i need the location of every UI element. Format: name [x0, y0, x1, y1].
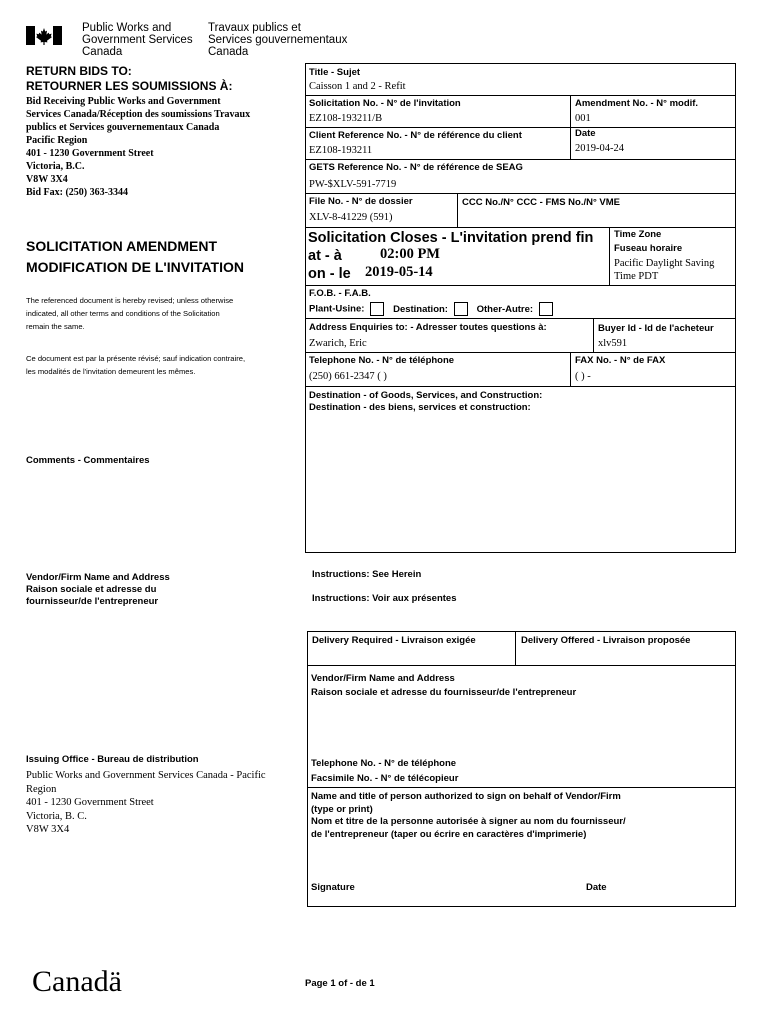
vendor-firm-label — [26, 572, 170, 608]
address-line: Region — [26, 783, 57, 795]
instructions-fr: Instructions: Voir aux présentes — [312, 593, 457, 604]
time-zone-line: Time PDT — [614, 271, 659, 282]
page-number: Page 1 of - de 1 — [305, 978, 375, 989]
issuing-office-label: Issuing Office - Bureau de distribution — [26, 754, 199, 765]
dept-fr-line: Canada — [208, 46, 249, 58]
fob-label: F.O.B. - F.A.B. — [309, 288, 371, 299]
authorized-signer-line: Nom et titre de la personne autorisée à signer au nom du fournisseur/ — [311, 816, 626, 827]
destination-goods-en: Destination - of Goods, Services, and Construction: — [309, 390, 543, 401]
fob-options — [309, 302, 557, 317]
delivery-offered-label: Delivery Offered - Livraison proposée — [521, 635, 691, 646]
client-ref-label: Client Reference No. - N° de référence du client — [309, 130, 522, 141]
vendor-label-line: fournisseur/de l'entrepreneur — [26, 596, 159, 607]
vendor-name-address-label — [311, 673, 576, 699]
date-value: 2019-04-24 — [575, 143, 624, 154]
destination-goods-label — [309, 390, 542, 414]
notice-line: The referenced document is hereby revised; unless otherwise — [26, 296, 234, 305]
signature-label: Signature — [311, 882, 355, 893]
address-line: publics et Services gouvernementaux Canada — [26, 122, 220, 133]
authorized-signer-line: (type or print) — [311, 803, 373, 815]
notice-fr — [26, 352, 245, 378]
file-no-label: File No. - N° de dossier — [309, 196, 413, 207]
authorized-signer-line: Name and title of person authorized to sign on behalf of Vendor/Firm — [311, 791, 621, 802]
address-line: Bid Receiving Public Works and Government — [26, 96, 221, 107]
comments-label: Comments - Commentaires — [26, 455, 150, 466]
amendment-no-label: Amendment No. - N° modif. — [575, 98, 699, 109]
delivery-required-label: Delivery Required - Livraison exigée — [312, 635, 476, 646]
dept-en-line: Canada — [82, 46, 123, 58]
address-line: V8W 3X4 — [26, 824, 70, 835]
time-zone-label-en: Time Zone — [614, 229, 662, 240]
notice-line: indicated, all other terms and conditions of the Solicitation — [26, 309, 220, 318]
date-label: Date — [575, 128, 596, 139]
address-line: Pacific Region — [26, 135, 88, 146]
vendor-telephone-label: Telephone No. - N° de téléphone — [311, 758, 457, 769]
address-line: Victoria, B. C. — [26, 810, 87, 822]
vendor-name-fr: Raison sociale et adresse du fournisseur/de l'entrepreneur — [311, 687, 577, 698]
page-title — [26, 236, 244, 278]
gets-ref-label: GETS Reference No. - N° de référence de SEAG — [309, 162, 523, 173]
time-zone-value — [614, 257, 714, 283]
plant-usine-label: Plant-Usine: — [309, 303, 365, 315]
title-value: Caisson 1 and 2 - Refit — [309, 81, 406, 92]
return-bids-title-fr: RETOURNER LES SOUMISSIONS À: — [26, 79, 233, 93]
dept-fr-line: Travaux publics et — [208, 22, 301, 34]
notice-line: Ce document est par la présente révisé; sauf indication contraire, — [26, 354, 246, 363]
issuing-office-address — [26, 769, 266, 837]
closing-at-label: at - à — [308, 248, 342, 264]
client-ref-value: EZ108-193211 — [309, 145, 373, 156]
address-line: Services Canada/Réception des soumissions Travaux — [26, 109, 251, 120]
fax-label: FAX No. - N° de FAX — [575, 355, 666, 366]
page-title-fr: MODIFICATION DE L'INVITATION — [26, 259, 244, 275]
authorized-signer-line: de l'entrepreneur (taper ou écrire en caractères d'imprimerie) — [311, 828, 587, 840]
time-zone-label-fr: Fuseau horaire — [614, 243, 683, 254]
ccc-no-label: CCC No./N° CCC - FMS No./N° VME — [462, 197, 621, 208]
address-line: Victoria, B.C. — [26, 161, 85, 172]
fax-value: ( ) - — [575, 371, 591, 382]
return-bids-title — [26, 64, 232, 94]
telephone-label: Telephone No. - N° de téléphone — [309, 355, 455, 366]
canada-flag-icon — [26, 26, 62, 45]
amendment-no-value: 001 — [575, 113, 591, 124]
dept-fr-line: Services gouvernementaux — [208, 34, 348, 46]
other-autre-label: Other-Autre: — [476, 303, 534, 315]
destination-goods-fr: Destination - des biens, services et construction: — [309, 402, 531, 413]
department-name-en — [82, 22, 193, 58]
destination-checkbox[interactable] — [454, 302, 468, 316]
return-bids-address — [26, 95, 250, 199]
solicitation-no-value: EZ108-193211/B — [309, 113, 383, 124]
canada-wordmark: Canadä — [32, 965, 122, 998]
notice-line: remain the same. — [26, 322, 85, 331]
address-enquiries-label: Address Enquiries to: - Adresser toutes questions à: — [309, 322, 547, 333]
file-no-value: XLV-8-41229 (591) — [309, 212, 393, 223]
address-line: Bid Fax: (250) 363-3344 — [26, 187, 128, 198]
dept-en-line: Government Services — [82, 34, 193, 46]
time-zone-label — [614, 229, 682, 255]
closing-time-value: 02:00 PM — [380, 246, 440, 262]
buyer-id-value: xlv591 — [598, 338, 628, 349]
destination-label: Destination: — [393, 303, 448, 315]
address-enquiries-value: Zwarich, Eric — [309, 338, 367, 349]
title-label: Title - Sujet — [309, 67, 361, 78]
dept-en-line: Public Works and — [82, 22, 172, 34]
solicitation-no-label: Solicitation No. - N° de l'invitation — [309, 98, 461, 109]
vendor-facsimile-label: Facsimile No. - N° de télécopieur — [311, 773, 459, 784]
closing-on-label: on - le — [308, 266, 351, 282]
gets-ref-value: PW-$XLV-591-7719 — [309, 179, 397, 190]
vendor-name-en: Vendor/Firm Name and Address — [311, 673, 455, 684]
closing-label: Solicitation Closes - L'invitation prend fin — [308, 230, 594, 246]
instructions-en: Instructions: See Herein — [312, 569, 422, 580]
page-title-en: SOLICITATION AMENDMENT — [26, 238, 218, 254]
address-line: Public Works and Government Services Canada - Pacific — [26, 770, 266, 781]
plant-usine-checkbox[interactable] — [370, 302, 384, 316]
address-line: V8W 3X4 — [26, 174, 68, 185]
department-name-fr — [208, 22, 347, 58]
vendor-label-line: Vendor/Firm Name and Address — [26, 572, 170, 583]
authorized-signer-label — [311, 791, 626, 841]
other-autre-checkbox[interactable] — [539, 302, 553, 316]
telephone-value: (250) 661-2347 ( ) — [309, 371, 387, 382]
vendor-label-line: Raison sociale et adresse du — [26, 584, 157, 595]
signature-date-label: Date — [586, 882, 607, 893]
return-bids-title-en: RETURN BIDS TO: — [26, 64, 132, 78]
notice-line: les modalités de l'invitation demeurent les mêmes. — [26, 367, 196, 376]
address-line: 401 - 1230 Government Street — [26, 148, 154, 159]
address-line: 401 - 1230 Government Street — [26, 797, 154, 808]
closing-date-value: 2019-05-14 — [365, 264, 433, 280]
notice-en — [26, 294, 233, 333]
buyer-id-label: Buyer Id - Id de l'acheteur — [598, 323, 714, 334]
time-zone-line: Pacific Daylight Saving — [614, 258, 715, 269]
